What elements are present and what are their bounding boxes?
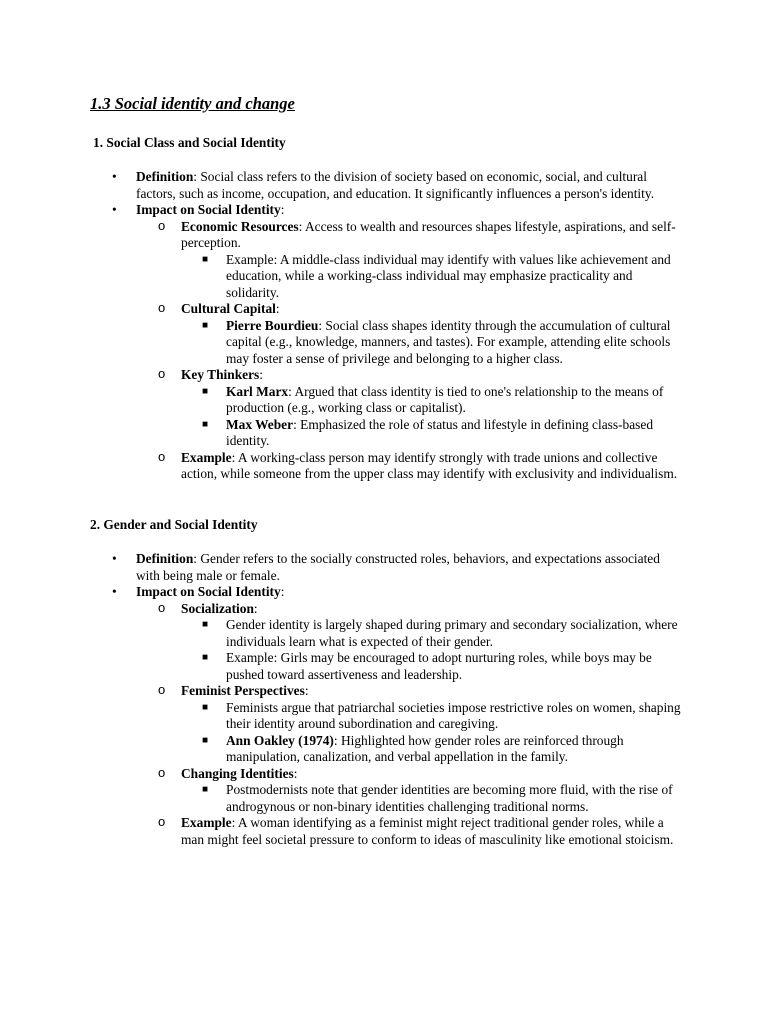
item-term: Socialization xyxy=(181,600,254,616)
item-text: : Social class shapes identity through the accumulation of cultural capital (e.g., knowledge, manners, and tastes). For example, attending elite schools may foster a sense of privilege and belonging to a higher class. xyxy=(226,317,671,366)
section-heading-social-class: 1. Social Class and Social Identity xyxy=(93,135,286,150)
item-text: : xyxy=(293,765,298,781)
item-text: : xyxy=(304,683,309,698)
item-text: : xyxy=(275,301,280,316)
list-item-example xyxy=(158,448,681,483)
list-item-weber xyxy=(202,416,681,450)
item-text: : xyxy=(253,600,258,616)
item-term: Key Thinkers xyxy=(181,367,260,382)
square-bullet-icon: ■ xyxy=(202,385,209,397)
item-text: : A working-class person may identify strongly with trade unions and collective action, while someone from the upper class may identify with exclusivity and individualism. xyxy=(181,449,678,481)
section-2-list xyxy=(112,551,681,848)
item-text: Example: Girls may be encouraged to adopt nurturing roles, while boys may be pushed toward assertiveness and leadership. xyxy=(226,650,652,682)
item-text: : xyxy=(259,367,263,382)
item-term: Example xyxy=(181,815,232,830)
item-term: Economic Resources xyxy=(181,218,299,234)
item-text: : A woman identifying as a feminist might reject traditional gender roles, while a man might feel societal pressure to conform to ideas of masculinity like emotional stoicism. xyxy=(181,815,674,847)
circle-bullet-icon: o xyxy=(158,814,166,829)
list-item-example xyxy=(202,251,681,302)
item-term: Max Weber xyxy=(226,416,294,432)
item-term: Cultural Capital xyxy=(181,301,276,316)
item-text: : Highlighted how gender roles are reinforced through manipulation, canalization, and verbal appellation in the family. xyxy=(226,732,624,764)
impact-sublist xyxy=(136,601,681,849)
bullet-icon: • xyxy=(112,169,117,184)
square-bullet-icon: ■ xyxy=(202,619,209,630)
list-item-socialization xyxy=(158,599,681,684)
circle-bullet-icon: o xyxy=(158,300,166,315)
list-item-socialization-2 xyxy=(202,650,681,683)
list-item-example xyxy=(158,814,681,848)
item-text: : Gender refers to the socially constructed roles, behaviors, and expectations associated with being male or female. xyxy=(136,551,660,583)
square-bullet-icon: ■ xyxy=(202,319,209,331)
cultural-capital-sublist xyxy=(181,318,681,368)
list-item-impact xyxy=(112,202,681,483)
item-text: : xyxy=(280,202,285,217)
item-term: Definition xyxy=(136,169,194,184)
item-term: Ann Oakley (1974) xyxy=(226,732,334,748)
bullet-icon: • xyxy=(112,584,117,599)
item-term: Feminist Perspectives xyxy=(181,683,305,698)
key-thinkers-sublist xyxy=(181,384,681,450)
list-item-feminist-1 xyxy=(202,699,681,733)
section-heading-gender: 2. Gender and Social Identity xyxy=(90,517,258,532)
circle-bullet-icon: o xyxy=(158,764,166,780)
bullet-icon: • xyxy=(112,202,117,217)
square-bullet-icon: ■ xyxy=(202,652,209,663)
list-item-marx xyxy=(202,383,681,417)
list-item-cultural-capital xyxy=(158,300,681,367)
item-term: Changing Identities xyxy=(181,765,294,781)
bullet-icon: • xyxy=(112,551,117,566)
item-text: : Emphasized the role of status and lifestyle in defining class-based identity. xyxy=(226,416,654,448)
item-term: Example xyxy=(181,449,232,465)
item-term: Impact on Social Identity xyxy=(136,202,281,217)
list-item-impact xyxy=(112,584,681,848)
circle-bullet-icon: o xyxy=(158,448,166,464)
economic-resources-sublist xyxy=(181,252,681,302)
item-term: Pierre Bourdieu xyxy=(226,317,319,333)
square-bullet-icon: ■ xyxy=(202,701,209,713)
list-item-economic-resources xyxy=(158,217,681,302)
square-bullet-icon: ■ xyxy=(202,784,209,795)
item-text: Postmodernists note that gender identities are becoming more fluid, with the rise of androgynous or non-binary identities challenging traditional norms. xyxy=(226,782,673,814)
item-text: Gender identity is largely shaped during primary and secondary socialization, where individuals learn what is expected of their gender. xyxy=(226,617,678,649)
item-text: Feminists argue that patriarchal societies impose restrictive roles on women, shaping their identity around subordination and caregiving. xyxy=(226,699,681,731)
feminist-sublist xyxy=(181,700,681,766)
list-item-bourdieu xyxy=(202,317,681,368)
changing-identities-sublist xyxy=(181,782,681,815)
list-item-oakley xyxy=(202,732,681,766)
item-text: : Argued that class identity is tied to one's relationship to the means of production (e.g., working class or capitalist). xyxy=(226,383,664,415)
list-item-definition xyxy=(112,169,681,202)
item-text: : Social class refers to the division of society based on economic, social, and cultural factors, such as income, occupation, and education. It significantly influences a person's identity. xyxy=(136,169,655,201)
list-item-feminist-perspectives xyxy=(158,682,681,766)
circle-bullet-icon: o xyxy=(158,599,166,615)
circle-bullet-icon: o xyxy=(158,217,166,233)
circle-bullet-icon: o xyxy=(158,366,166,381)
square-bullet-icon: ■ xyxy=(202,734,209,746)
item-text: Example: A middle-class individual may identify with values like achievement and education, while a working-class individual may emphasize practicality and solidarity. xyxy=(226,251,671,300)
list-item-socialization-1 xyxy=(202,617,681,650)
list-item-changing-identities xyxy=(158,764,681,816)
item-term: Karl Marx xyxy=(226,383,289,399)
item-text: : Access to wealth and resources shapes lifestyle, aspirations, and self-perception. xyxy=(181,218,676,250)
square-bullet-icon: ■ xyxy=(202,253,209,265)
item-term: Definition xyxy=(136,551,194,566)
list-item-postmodernists xyxy=(202,782,681,815)
square-bullet-icon: ■ xyxy=(202,418,209,430)
circle-bullet-icon: o xyxy=(158,682,166,697)
list-item-definition xyxy=(112,551,681,584)
list-item-key-thinkers xyxy=(158,366,681,450)
section-1-list xyxy=(112,169,681,483)
impact-sublist xyxy=(136,219,681,483)
item-term: Impact on Social Identity xyxy=(136,584,281,599)
document-title: 1.3 Social identity and change xyxy=(90,94,295,113)
socialization-sublist xyxy=(181,617,681,683)
item-text: : xyxy=(280,584,285,599)
